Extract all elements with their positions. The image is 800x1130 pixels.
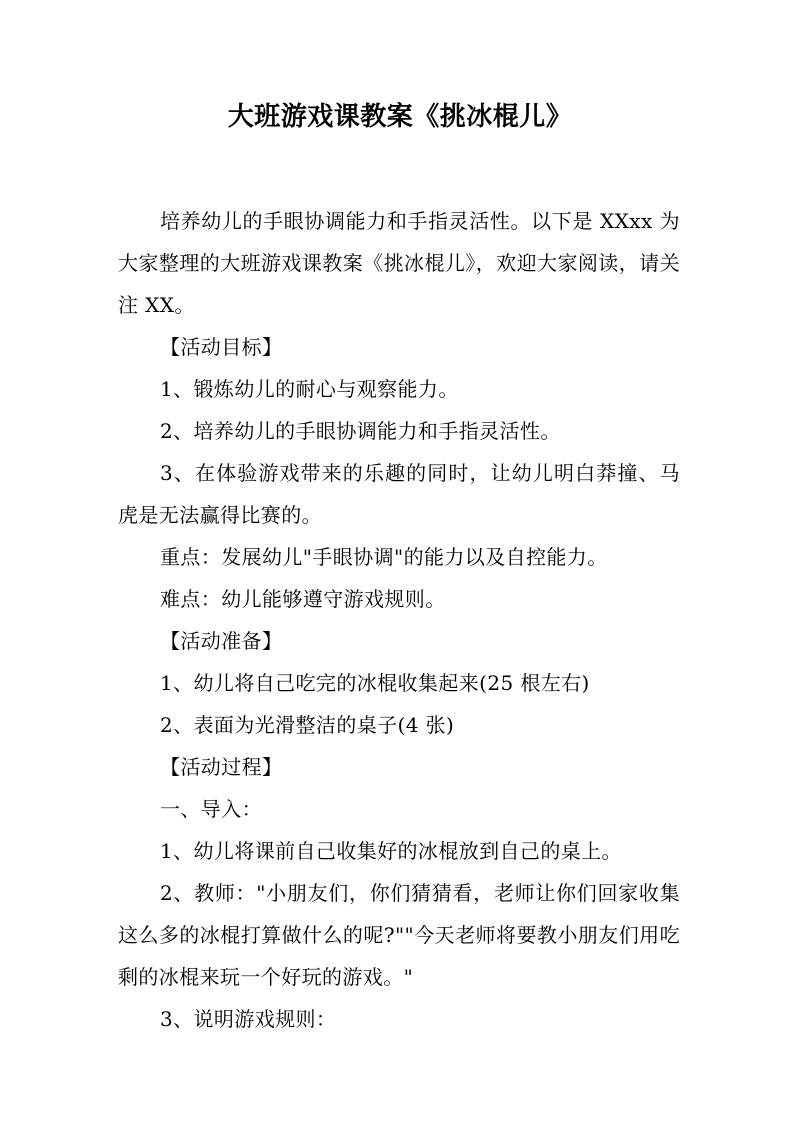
process-item-1: 1、幼儿将课前自己收集好的冰棍放到自己的桌上。 xyxy=(160,839,622,863)
difficult-point: 难点：幼儿能够遵守游戏规则。 xyxy=(160,587,446,611)
document-title: 大班游戏课教案《挑冰棍儿》 xyxy=(227,102,573,132)
process-item-2: 2、教师："小朋友们，你们猜猜看，老师让你们回家收集这么多的冰棍打算做什么的呢?""今天老师将要教小朋友们用吃剩的冰棍来玩一个好玩的游戏。" xyxy=(118,881,680,989)
process-item-3: 3、说明游戏规则： xyxy=(160,1007,337,1031)
process-subheading-intro: 一、导入： xyxy=(160,797,262,821)
section-heading-preparation: 【活动准备】 xyxy=(160,629,283,653)
intro-paragraph: 培养幼儿的手眼协调能力和手指灵活性。以下是 XXxx 为大家整理的大班游戏课教案《挑冰棍儿》，欢迎大家阅读，请关注 XX。 xyxy=(118,209,680,317)
document-body xyxy=(118,200,680,1040)
goal-item-3: 3、在体验游戏带来的乐趣的同时，让幼儿明白莽撞、马虎是无法赢得比赛的。 xyxy=(118,461,680,527)
goal-item-1: 1、锻炼幼儿的耐心与观察能力。 xyxy=(160,377,459,401)
preparation-item-1: 1、幼儿将自己吃完的冰棍收集起来(25 根左右) xyxy=(160,671,590,695)
goal-item-2: 2、培养幼儿的手眼协调能力和手指灵活性。 xyxy=(160,419,561,443)
section-heading-process: 【活动过程】 xyxy=(160,755,283,779)
key-point: 重点：发展幼儿"手眼协调"的能力以及自控能力。 xyxy=(160,545,608,569)
preparation-item-2: 2、表面为光滑整洁的桌子(4 张) xyxy=(160,713,455,737)
section-heading-goals: 【活动目标】 xyxy=(160,335,283,359)
